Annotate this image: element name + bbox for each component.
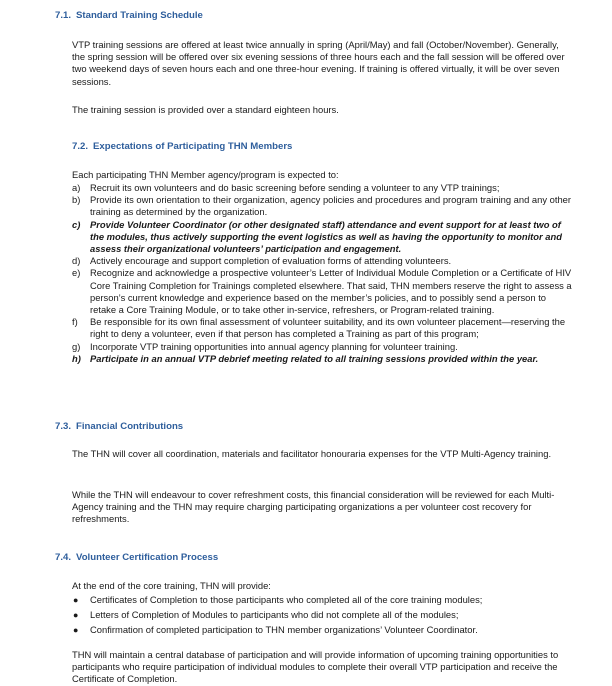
section-heading-7-2 [72, 141, 292, 153]
list-marker: f) [72, 316, 78, 328]
list-marker: c) [72, 218, 81, 230]
list-item-text: Recognize and acknowledge a prospective volunteer’s Letter of Individual Module Completion or a Certificate of HIV Core Training Completion for Trainings completed elsewhere. That said, THN members reserve the right to assess a person’s current knowledge and experience based on the member’s policies, and to possibly send a person to retake a Core Training Module, or to take other in-service, refreshers, or Program-related training. [90, 267, 572, 316]
bullet-item [72, 609, 572, 621]
list-item-text: Be responsible for its own final assessment of volunteer suitability, and its own volunteer placement—reserving the right to deny a volunteer, even if that person has completed a Training as part of this program; [90, 316, 566, 340]
section-heading-7-3 [55, 421, 183, 433]
section-title: Volunteer Certification Process [76, 552, 219, 563]
list-marker: d) [72, 255, 81, 267]
list-item [72, 316, 572, 340]
list-marker: a) [72, 182, 81, 193]
section-number: 7.2. [72, 141, 89, 152]
paragraph: The training session is provided over a standard eighteen hours. [72, 104, 339, 115]
paragraph: The THN will cover all coordination, materials and facilitator honouraria expenses for the VTP Multi-Agency training. [72, 448, 552, 459]
bullet-icon: ● [73, 595, 79, 605]
list-intro: Each participating THN Member agency/program is expected to: [72, 169, 339, 180]
list-item-text: Recruit its own volunteers and do basic screening before sending a volunteer to any VTP trainings; [90, 182, 500, 193]
list-item-text: Incorporate VTP training opportunities into annual agency planning for volunteer training. [90, 340, 458, 352]
bullet-item [72, 624, 572, 636]
list-item [72, 194, 572, 218]
section-number: 7.1. [55, 10, 72, 21]
section-title: Financial Contributions [76, 421, 184, 432]
list-item-emphasized [72, 219, 572, 256]
list-item-text: Participate in an annual VTP debrief meeting related to all training sessions provided within the year. [90, 352, 539, 364]
section-number: 7.4. [55, 552, 72, 563]
paragraph: THN will maintain a central database of participation and will provide information of upcoming training opportunities to participants who require participation of individual modules to complete their overall VTP participation and receive the Certificate of Completion. [72, 649, 559, 685]
certification-list [72, 594, 572, 638]
bullet-text: Certificates of Completion to those participants who completed all of the core training modules; [90, 594, 483, 605]
section-heading-7-4 [55, 552, 218, 564]
list-item [72, 267, 572, 316]
list-item [72, 182, 572, 194]
bullet-item [72, 594, 572, 606]
list-intro: At the end of the core training, THN will provide: [72, 580, 271, 591]
list-item-text: Provide its own orientation to their organization, agency policies and procedures and program training and any other training as determined by the organization. [90, 194, 572, 218]
list-marker: e) [72, 267, 81, 279]
list-marker: g) [72, 340, 81, 352]
list-marker: b) [72, 194, 81, 206]
bullet-icon: ● [73, 624, 79, 635]
paragraph: While the THN will endeavour to cover refreshment costs, this financial consideration will be reviewed for each Multi-Agency training and the THN may require charging participating organizations a per volunteer cost recovery for refreshments. [72, 489, 555, 525]
expectations-list [72, 182, 572, 365]
list-item [72, 255, 572, 267]
list-item-text: Actively encourage and support completion of evaluation forms of attending volunteers. [90, 255, 452, 267]
list-item-text: Provide Volunteer Coordinator (or other designated staff) attendance and event support for at least two of the modules, thus actively supporting the event logistics as well as having the opportunity to monitor and assess their organizational volunteers’ participation and engagement. [90, 218, 562, 255]
section-title: Standard Training Schedule [76, 10, 203, 21]
section-heading-7-1 [55, 10, 203, 22]
list-item-emphasized [72, 353, 572, 365]
bullet-text: Letters of Completion of Modules to participants who did not complete all of the modules; [90, 608, 459, 620]
list-marker: h) [72, 352, 81, 364]
paragraph: VTP training sessions are offered at least twice annually in spring (April/May) and fall (October/November). Generally, the spring session will be offered over six evening sessions of three hours each and the fall session will be offered over two weekend days of seven hours each and one three-hour evening. If training is offered virtually, it will be over seven sessions. [72, 39, 565, 87]
list-item [72, 341, 572, 353]
section-number: 7.3. [55, 421, 72, 432]
bullet-text: Confirmation of completed participation to THN member organizations’ Volunteer Coordinator. [90, 623, 478, 635]
bullet-icon: ● [73, 609, 79, 620]
section-title: Expectations of Participating THN Members [93, 141, 293, 152]
